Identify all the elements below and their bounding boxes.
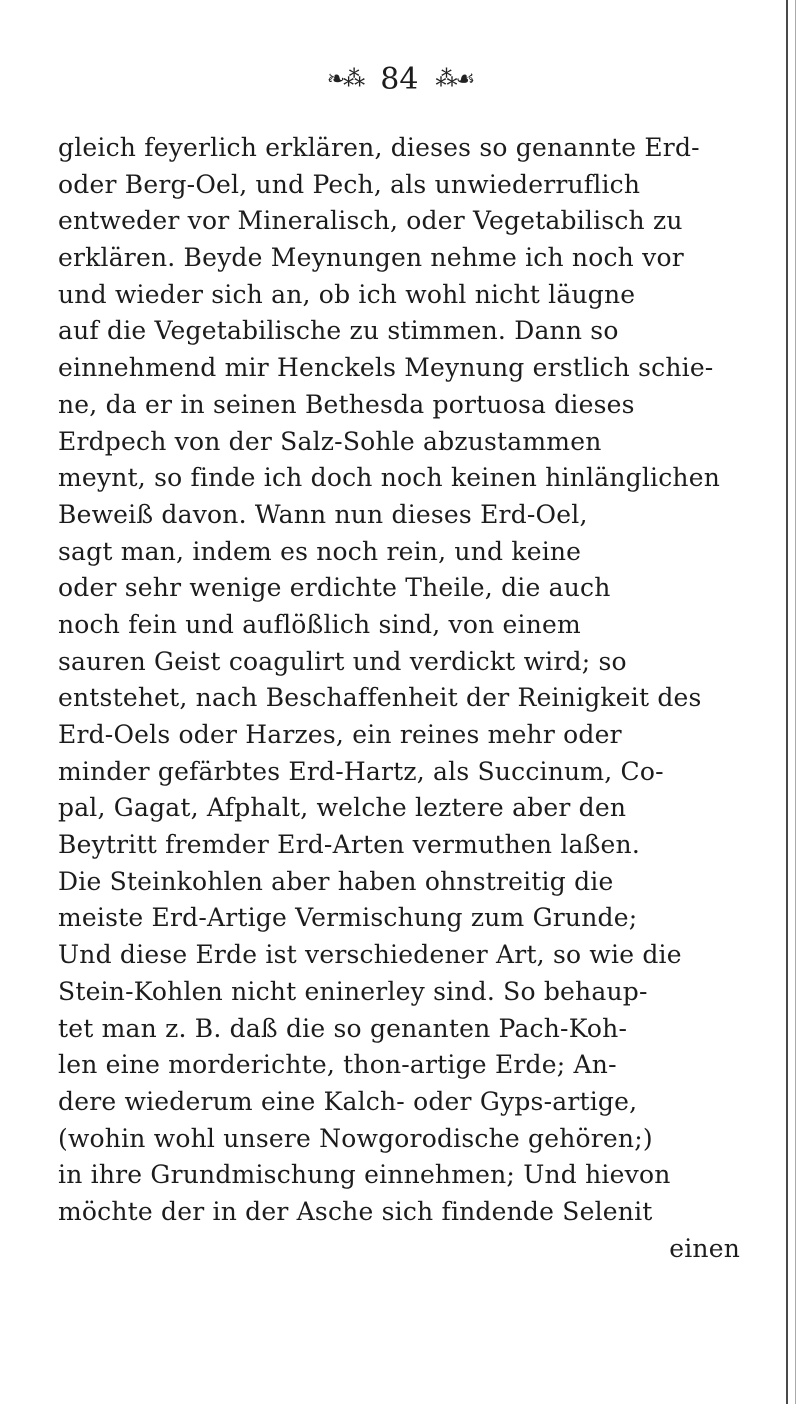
page-edge-shadow <box>786 0 788 1404</box>
text-line: erklären. Beyde Meynungen nehme ich noch vor <box>58 243 684 273</box>
text-line: Beytritt fremder Erd-Arten vermuthen laßen. <box>58 830 640 860</box>
text-line: möchte der in der Asche sich findende Selenit <box>58 1196 653 1226</box>
text-line: minder gefärbtes Erd-Hartz, als Succinum, Co- <box>58 756 664 786</box>
ornament-left-icon: ❧⁂ <box>326 67 364 92</box>
text-line: entweder vor Mineralisch, oder Vegetabilisch zu <box>58 206 683 236</box>
text-line: meynt, so finde ich doch noch keinen hinlänglichen <box>58 463 721 493</box>
text-line: gleich feyerlich erklären, dieses so genannte Erd- <box>58 133 700 162</box>
text-line: sagt man, indem es noch rein, und keine <box>58 536 582 566</box>
text-line: Erd-Oels oder Harzes, ein reines mehr oder <box>58 720 622 749</box>
text-line: auf die Vegetabilische zu stimmen. Dann so <box>58 316 619 346</box>
text-line: Und diese Erde ist verschiedener Art, so wie die <box>58 940 682 970</box>
text-line: und wieder sich an, ob ich wohl nicht läugne <box>58 279 636 309</box>
text-line: dere wiederum eine Kalch- oder Gyps-artige, <box>58 1086 638 1116</box>
text-line: tet man z. B. daß die so genanten Pach-Koh- <box>58 1013 628 1043</box>
text-line: (wohin wohl unsere Nowgorodische gehören;) <box>58 1123 653 1153</box>
text-line: oder Berg-Oel, und Pech, als unwiederruflich <box>58 169 641 199</box>
catchword: einen <box>669 1233 740 1263</box>
text-line: in ihre Grundmischung einnehmen; Und hievon <box>58 1160 671 1190</box>
text-line: pal, Gagat, Afphalt, welche leztere aber den <box>58 793 627 823</box>
text-line: einnehmend mir Henckels Meynung erstlich schie- <box>58 353 714 383</box>
text-line: Erdpech von der Salz-Sohle abzustammen <box>58 426 602 456</box>
text-line: sauren Geist coagulirt und verdickt wird; so <box>58 646 627 676</box>
body-text <box>58 130 748 1267</box>
text-line: len eine morderichte, thon-artige Erde; An- <box>58 1050 617 1080</box>
text-line: Beweiß davon. Wann nun dieses Erd-Oel, <box>58 499 588 529</box>
ornament-right-icon: ⁂☙ <box>435 67 474 92</box>
text-line: ne, da er in seinen Bethesda portuosa dieses <box>58 389 635 419</box>
text-line: meiste Erd-Artige Vermischung zum Grunde; <box>58 903 638 933</box>
text-line: entstehet, nach Beschaffenheit der Reinigkeit des <box>58 683 702 713</box>
page-header <box>0 62 800 112</box>
text-line: Die Steinkohlen aber haben ohnstreitig die <box>58 866 614 896</box>
text-line: noch fein und auflößlich sind, von einem <box>58 609 581 639</box>
page-edge-line <box>795 0 796 1404</box>
page-number: 84 <box>380 62 419 97</box>
text-line: Stein-Kohlen nicht eninerley sind. So behaup- <box>58 976 648 1006</box>
text-line: oder sehr wenige erdichte Theile, die auch <box>58 573 611 603</box>
